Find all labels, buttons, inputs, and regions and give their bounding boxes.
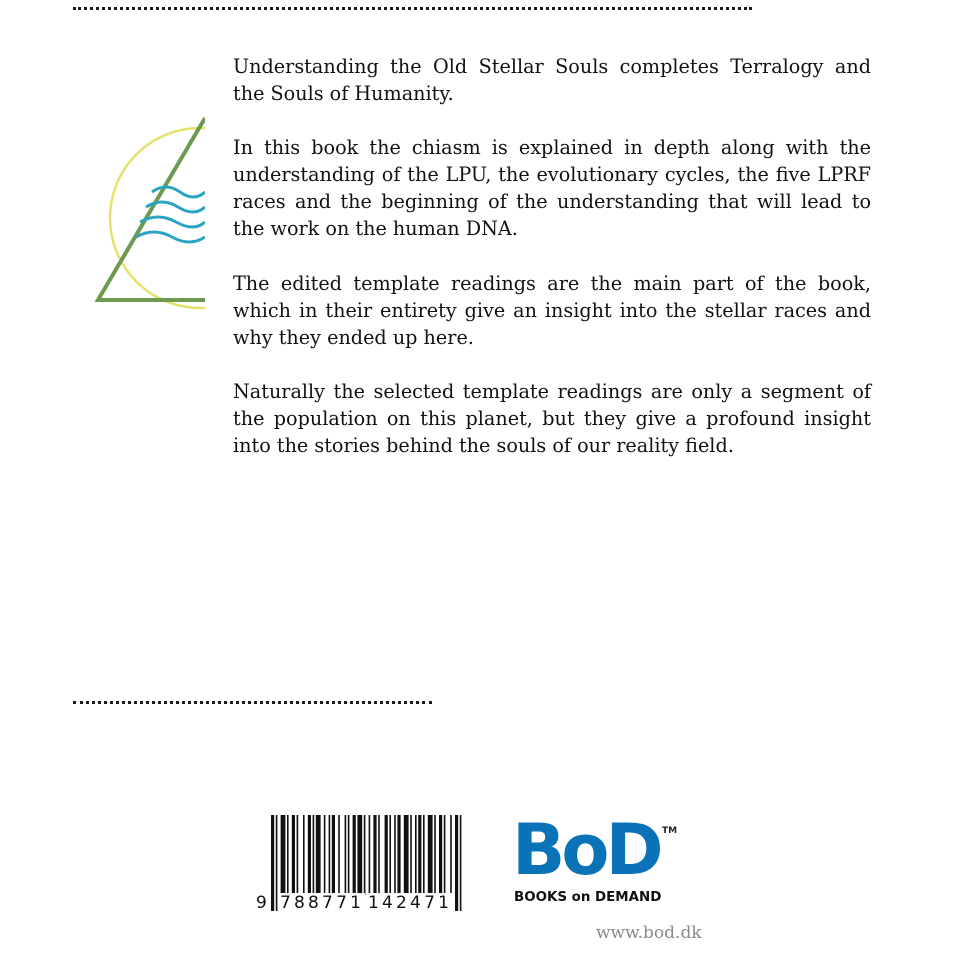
barcode-bar: [410, 815, 412, 895]
barcode-bar: [332, 815, 335, 895]
top-dotted-rule: [73, 7, 752, 10]
barcode-bar: [329, 815, 331, 895]
barcode-digit-lead: 9: [256, 893, 271, 913]
barcode-bar: [439, 815, 442, 895]
barcode-bar: [423, 815, 425, 895]
wave-3: [140, 217, 205, 227]
paragraph-3: The edited template readings are the main part of the book, which in their entirety give an insight into the stellar races and why they ended up here.: [233, 271, 871, 349]
barcode-bar: [308, 815, 311, 895]
paragraph-2: In this book the chiasm is explained in depth along with the understanding of the LPU, the evolutionary cycles, the five LPRF races and the beginning of the understanding that will lead to the work on the human DNA.: [233, 136, 871, 241]
barcode-bar: [373, 815, 376, 895]
paragraph-4: Naturally the selected template readings are only a segment of the population on this planet, but they give a profound insight into the stories behind the souls of our reality field.: [233, 379, 871, 458]
barcode-bar: [378, 815, 380, 895]
green-triangle: [98, 118, 205, 300]
barcode-bar: [281, 815, 286, 895]
barcode-bar: [353, 815, 356, 895]
barcode-digits: [257, 893, 463, 911]
barcode-bar: [324, 815, 326, 895]
barcode-bar: [297, 815, 299, 895]
publisher-website[interactable]: www.bod.dk: [596, 923, 702, 943]
trademark-symbol: TM: [662, 826, 678, 836]
barcode-bar: [434, 815, 436, 895]
barcode-bar: [313, 815, 315, 895]
barcode-bar: [369, 815, 371, 895]
barcode-bar: [394, 815, 396, 895]
barcode-bar: [385, 815, 388, 895]
barcode-bar: [364, 815, 366, 895]
bod-tagline: BOOKS on DEMAND: [514, 890, 662, 905]
barcode-bar: [397, 815, 400, 895]
barcode-bar: [348, 815, 350, 895]
barcode-bar: [303, 815, 305, 895]
barcode-bar: [444, 815, 446, 895]
barcode-bar: [357, 815, 362, 895]
barcode-bar: [287, 815, 289, 895]
barcode-digits-right: 142471: [368, 893, 453, 913]
back-cover-blurb: [233, 53, 871, 486]
bod-wordmark: BoD: [512, 809, 660, 891]
bod-logo: [512, 809, 682, 908]
barcode-bar: [404, 815, 409, 895]
barcode-bar: [338, 815, 340, 895]
barcode-digits-left: 788771: [280, 893, 365, 913]
wave-4: [136, 232, 205, 242]
barcode-bar: [292, 815, 295, 895]
barcode-bar: [345, 815, 347, 895]
bottom-dotted-rule: [73, 701, 432, 704]
barcode-bar: [316, 815, 321, 895]
paragraph-1: Understanding the Old Stellar Souls completes Terralogy and the Souls of Humanity.: [233, 55, 871, 106]
barcode-bar: [428, 815, 433, 895]
triangle-circle-wave-emblem: [90, 110, 205, 335]
barcode-bar: [450, 815, 452, 895]
barcode-bar: [389, 815, 391, 895]
